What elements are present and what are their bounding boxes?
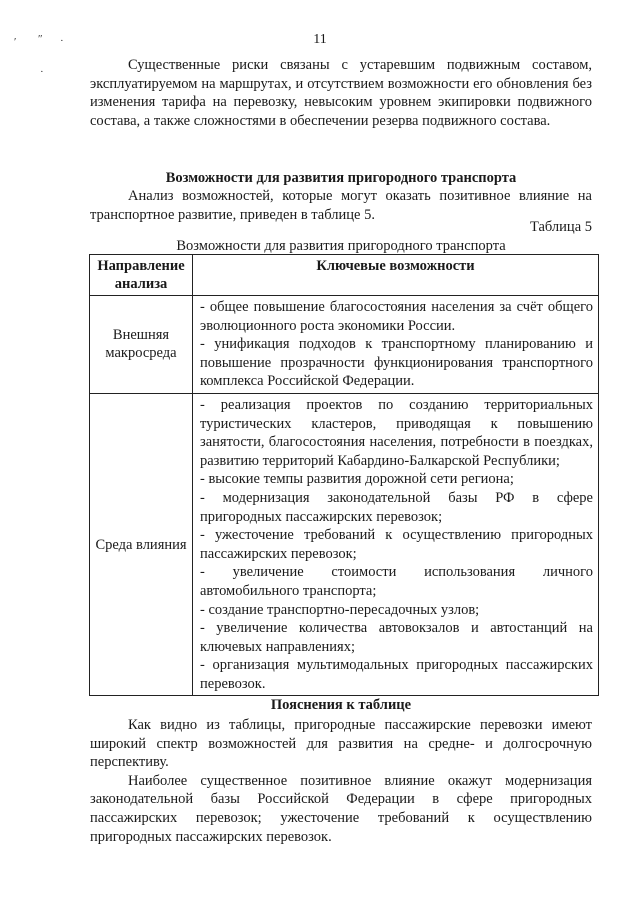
table-caption: Возможности для развития пригородного транспорта	[176, 238, 506, 254]
row-direction: Среда влияния	[90, 393, 193, 696]
explanation-paragraph: Как видно из таблицы, пригородные пассажирские перевозки имеют широкий спектр возможностей для развития на средне- и долгосрочную перспективу.	[90, 717, 592, 771]
list-item: - общее повышение благосостояния населения за счёт общего эволюционного роста экономики России.	[200, 299, 593, 334]
row-items	[193, 296, 599, 394]
list-item: - ужесточение требований к осуществлению пригородных пассажирских перевозок;	[200, 527, 593, 562]
opportunities-table	[89, 254, 599, 696]
table-row	[90, 296, 599, 394]
header-key-opportunities: Ключевые возможности	[193, 255, 599, 296]
table-header-row	[90, 255, 599, 296]
list-item: - создание транспортно-пересадочных узлов;	[200, 601, 480, 618]
explanation-paragraph: Наиболее существенное позитивное влияние окажут модернизация законодательной базы Российской Федерации в сфере пригородных пассажирских перевозок; ужесточение требований к осуществлению пригородных пассажирских перевозок.	[90, 772, 592, 845]
table-label: Таблица 5	[529, 219, 592, 235]
list-item: - высокие темпы развития дорожной сети региона;	[200, 471, 514, 488]
table-row	[90, 393, 599, 696]
list-item: - реализация проектов по созданию территориальных туристических кластеров, приводящая к повышению занятости, благосостояния населения, потребности в поездках, развитию территорий Кабардино-Балкарской Республики;	[200, 396, 593, 469]
list-item: - увеличение количества автовокзалов и автостанций на ключевых направлениях;	[200, 620, 593, 655]
explanation-body	[90, 716, 592, 846]
list-item: - организация мультимодальных пригородных пассажирских перевозок.	[200, 657, 593, 692]
explanation-heading: Пояснения к таблице	[270, 697, 412, 713]
list-item: - увеличение стоимости использования личного автомобильного транспорта;	[200, 564, 593, 599]
list-item: - унификация подходов к транспортному планированию и повышение прозрачности функционирования транспортного комплекса Российской Федерации.	[200, 336, 593, 390]
risks-paragraph: Существенные риски связаны с устаревшим подвижным составом, эксплуатируемом на маршрутах, и отсутствием возможности его обновления без изменения тарифа на перевозку, невысоким уровнем экипировки подвижного состава, а также сложностями в обеспечении резерва подвижного состава.	[90, 57, 592, 129]
row-direction: Внешняя макросреда	[90, 296, 193, 394]
header-direction: Направление анализа	[90, 255, 193, 296]
list-item: - модернизация законодательной базы РФ в сфере пригородных пассажирских перевозок;	[200, 489, 593, 525]
page-number: 11	[313, 32, 327, 47]
intro-paragraph: Анализ возможностей, которые могут оказать позитивное влияние на транспортное развитие, приведен в таблице 5.	[90, 188, 592, 223]
row-items	[193, 393, 599, 696]
section-heading: Возможности для развития пригородного транспорта	[165, 170, 517, 186]
